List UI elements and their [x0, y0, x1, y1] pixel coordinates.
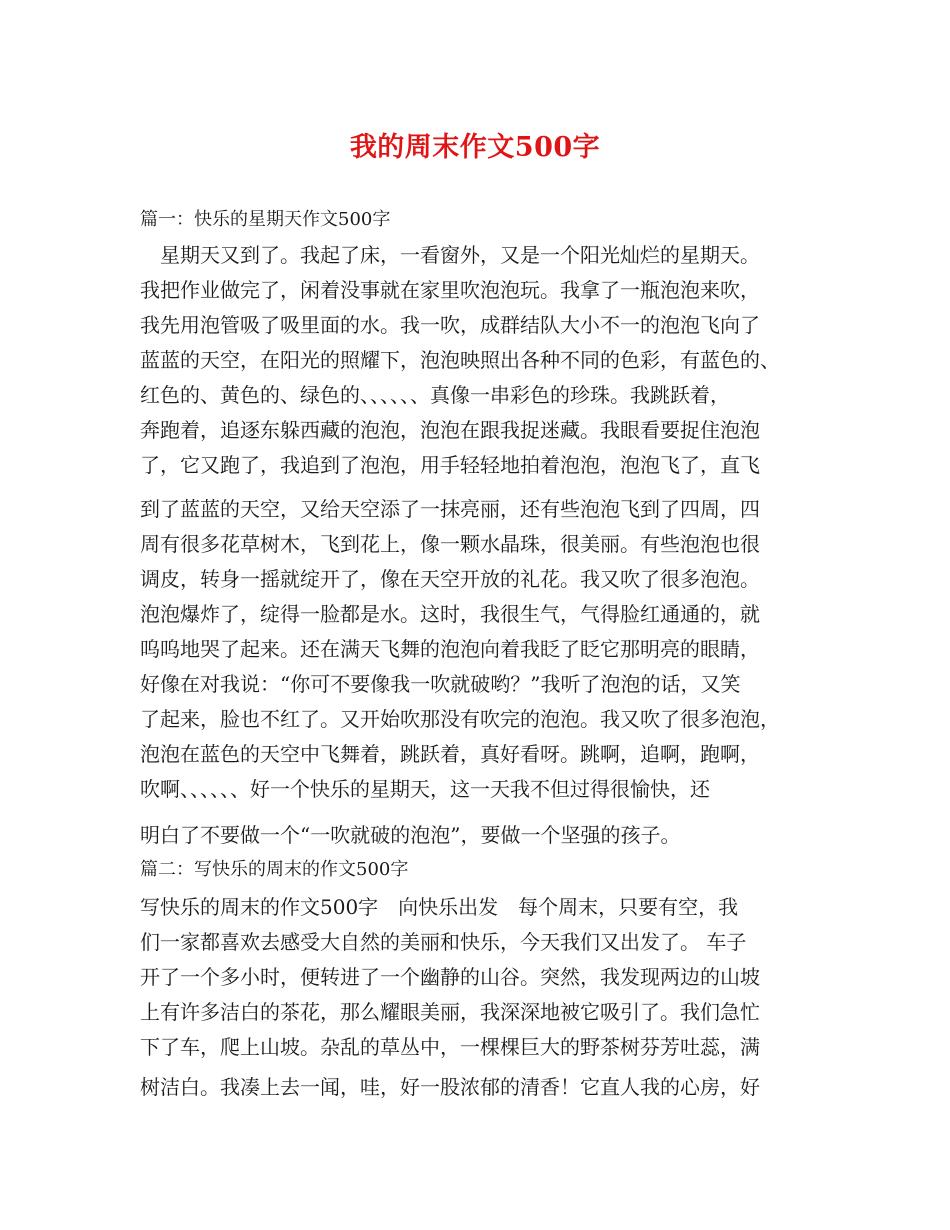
paragraph-line: 调皮，转身一摇就绽开了，像在天空开放的礼花。我又吹了很多泡泡。: [140, 567, 760, 591]
paragraph-line: 明白了不要做一个“一吹就破的泡泡”，要做一个坚强的孩子。: [140, 823, 681, 847]
paragraph-line: 我先用泡管吸了吸里面的水。我一吹，成群结队大小不一的泡泡飞向了: [140, 313, 760, 337]
paragraph-line: 好像在对我说：“你可不要像我一吹就破哟？”我听了泡泡的话，又笑: [140, 672, 741, 696]
paragraph-line: 星期天又到了。我起了床，一看窗外，又是一个阳光灿烂的星期天。: [140, 243, 760, 267]
section-heading-1: 篇一：快乐的星期天作文500字: [140, 209, 391, 230]
section-heading-2: 篇二：写快乐的周末的作文500字: [140, 859, 409, 880]
paragraph-line: 上有许多洁白的茶花，那么耀眼美丽，我深深地被它吸引了。我们急忙: [140, 1000, 760, 1024]
paragraph-line: 泡泡在蓝色的天空中飞舞着，跳跃着，真好看呀。跳啊，追啊，跑啊，: [140, 742, 760, 766]
paragraph-line: 呜呜地哭了起来。还在满天飞舞的泡泡向着我眨了眨它那明亮的眼睛，: [140, 637, 760, 661]
paragraph-line: 蓝蓝的天空，在阳光的照耀下，泡泡映照出各种不同的色彩，有蓝色的、: [140, 348, 780, 372]
paragraph-line: 泡泡爆炸了，绽得一脸都是水。这时，我很生气，气得脸红通通的，就: [140, 602, 760, 626]
paragraph-line: 开了一个多小时，便转进了一个幽静的山谷。突然，我发现两边的山坡: [140, 965, 760, 989]
paragraph-line: 到了蓝蓝的天空，又给天空添了一抹亮丽，还有些泡泡飞到了四周，四: [140, 497, 760, 521]
paragraph-line: 下了车，爬上山坡。杂乱的草丛中，一棵棵巨大的野茶树芬芳吐蕊，满: [140, 1035, 760, 1059]
paragraph-line: 周有很多花草树木，飞到花上，像一颗水晶珠，很美丽。有些泡泡也很: [140, 532, 760, 556]
paragraph-line: 吹啊、、、、、、好一个快乐的星期天，这一天我不但过得很愉快，还: [140, 777, 710, 801]
paragraph-line: 了起来，脸也不红了。又开始吹那没有吹完的泡泡。我又吹了很多泡泡，: [140, 707, 780, 731]
paragraph-line: 了，它又跑了，我追到了泡泡，用手轻轻地拍着泡泡，泡泡飞了，直飞: [140, 453, 760, 477]
paragraph-line: 写快乐的周末的作文500字 向快乐出发 每个周末，只要有空，我: [140, 895, 739, 919]
paragraph-line: 树洁白。我凑上去一闻，哇，好一股浓郁的清香！它直人我的心房，好: [140, 1075, 760, 1099]
paragraph-line: 我把作业做完了，闲着没事就在家里吹泡泡玩。我拿了一瓶泡泡来吹，: [140, 278, 760, 302]
paragraph-line: 奔跑着，追逐东躲西藏的泡泡，泡泡在跟我捉迷藏。我眼看要捉住泡泡: [140, 418, 760, 442]
paragraph-line: 们一家都喜欢去感受大自然的美丽和快乐，今天我们又出发了。 车子: [140, 930, 747, 954]
paragraph-line: 红色的、黄色的、绿色的、、、、、、真像一串彩色的珍珠。我跳跃着，: [140, 383, 730, 407]
document-title: 我的周末作文500字: [349, 132, 601, 163]
